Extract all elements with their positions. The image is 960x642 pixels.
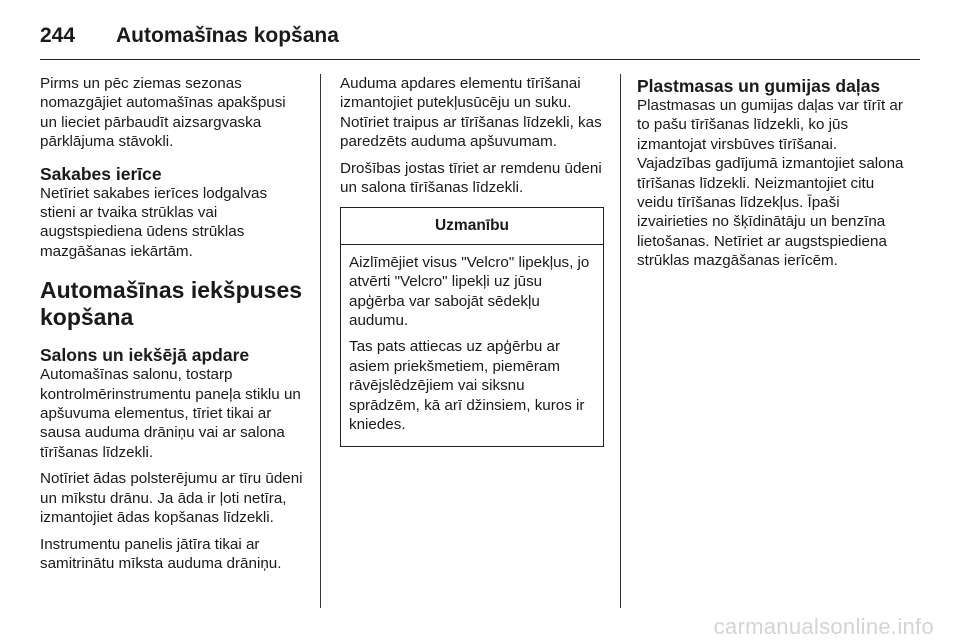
- caution-title: Uzmanību: [341, 208, 603, 244]
- winter-wash-paragraph: Pirms un pēc ziemas sezonas nomazgājiet automašīnas apakšpusi un lieciet pārbaudīt aizsargvaska pārklājuma stāvokli.: [40, 75, 286, 151]
- column-right: [637, 74, 907, 612]
- seatbelt-paragraph: Drošības jostas tīriet ar remdenu ūdeni un salona tīrīšanas līdzekli.: [340, 159, 602, 197]
- column-left: [40, 74, 306, 612]
- trim-paragraph-2: Notīriet ādas polsterējumu ar tīru ūdeni un mīkstu drānu. Ja āda ir ļoti netīra, izmantojiet ādas kopšanas līdzekli.: [40, 470, 303, 527]
- page-number: 244: [40, 24, 76, 47]
- towbar-paragraph: Netīriet sakabes ierīces lodgalvas stieni ar tvaika strūklas vai augstspiediena ūdens strūklas mazgāšanas iekārtām.: [40, 184, 268, 260]
- caution-paragraph-2: Tas pats attiecas uz apģērbu ar asiem priekšmetiem, piemēram rāvējslēdzējiem vai siksnu sprādzēm, kā arī džinsiem, kuros ir kniedes.: [349, 338, 585, 434]
- trim-heading: Salons un iekšējā apdare: [40, 345, 250, 366]
- fabric-paragraph: Auduma apdares elementu tīrīšanai izmantojiet putekļusūcēju un suku. Notīriet traipus ar tīrīšanas līdzekli, kas paredzēts auduma apšuvumam.: [340, 75, 602, 151]
- trim-paragraph-1: Automašīnas salonu, tostarp kontrolmērinstrumentu paneļa stiklu un apšuvuma elementus, tīriet tikai ar sausa auduma drāniņu vai ar salona tīrīšanas līdzekli.: [40, 366, 301, 461]
- plastic-rubber-paragraph: Plastmasas un gumijas daļas var tīrīt ar to pašu tīrīšanas līdzekli, ko jūs izmantojat virsbūves tīrīšanai. Vajadzības gadījumā izmantojiet salona tīrīšanas līdzekli. Neizmantojiet citu veidu tīrīšanas līdzekļus. Īpaši izvairieties no šķīdinātāju un benzīna lietošanas. Netīriet ar augstspiediena strūklas mazgāšanas ierīcēm.: [637, 97, 904, 270]
- section-title: Automašīnas kopšana: [116, 24, 339, 47]
- column-divider-2: [620, 74, 621, 608]
- caution-paragraph-1: Aizlīmējiet visus "Velcro" lipekļus, jo atvērti "Velcro" lipekļi uz jūsu apģērba var sabojāt sēdekļu audumu.: [349, 253, 590, 330]
- column-divider-1: [320, 74, 321, 608]
- interior-care-heading: Automašīnas iekšpuses kopšana: [40, 277, 303, 331]
- caution-body: [341, 245, 603, 446]
- plastic-rubber-heading: Plastmasas un gumijas daļas: [637, 76, 881, 96]
- watermark-text: carmanualsonline.info: [713, 614, 934, 639]
- towbar-heading: Sakabes ierīce: [40, 163, 162, 184]
- column-middle: [340, 74, 604, 612]
- caution-box: [340, 207, 604, 446]
- trim-paragraph-3: Instrumentu panelis jātīra tikai ar samitrinātu mīksta auduma drāniņu.: [40, 535, 282, 572]
- page-header: [40, 16, 920, 56]
- header-divider: [40, 59, 920, 60]
